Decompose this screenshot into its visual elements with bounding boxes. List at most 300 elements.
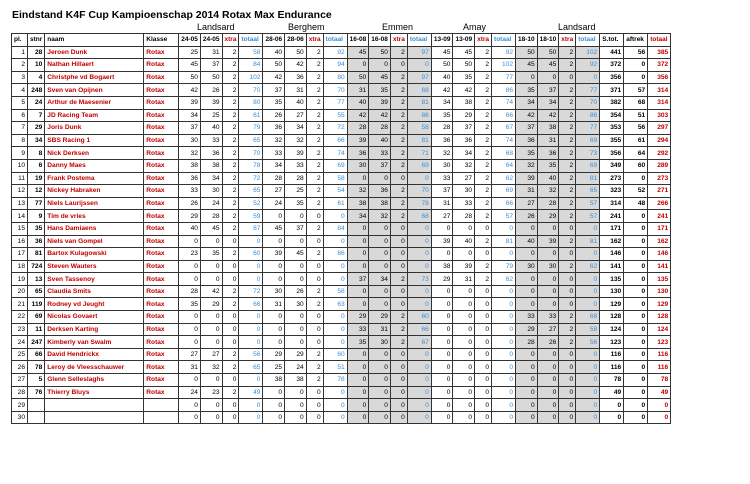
start-number-cell: 8	[28, 147, 45, 160]
rank-cell: 24	[12, 336, 28, 349]
table-row	[12, 361, 671, 374]
race-score-cell: 36	[285, 71, 307, 84]
subtotal-cell: 241	[600, 210, 624, 223]
final-total-cell: 78	[648, 374, 671, 387]
rank-cell: 7	[12, 122, 28, 135]
class-cell: Rotax	[144, 348, 179, 361]
race-score-cell: 25	[179, 46, 201, 59]
race-score-cell: 28	[263, 172, 285, 185]
extra-points-cell: 2	[559, 336, 576, 349]
extra-points-cell: 0	[390, 172, 407, 185]
table-row	[12, 235, 671, 248]
round-total-cell: 92	[576, 59, 600, 72]
final-total-cell: 162	[648, 235, 671, 248]
round-total-cell: 0	[576, 361, 600, 374]
deduction-cell: 61	[624, 134, 648, 147]
race-score-cell: 38	[537, 122, 559, 135]
extra-points-cell: 2	[306, 109, 323, 122]
standings-table	[11, 33, 671, 424]
table-row	[12, 411, 671, 424]
race-score-cell: 31	[537, 134, 559, 147]
class-cell: Rotax	[144, 109, 179, 122]
race-score-cell: 0	[453, 311, 475, 324]
round-total-cell: 0	[239, 323, 263, 336]
race-score-cell: 35	[453, 71, 475, 84]
start-number-cell: 12	[28, 185, 45, 198]
round-total-cell: 0	[576, 248, 600, 261]
extra-points-cell: 2	[222, 147, 239, 160]
race-score-cell: 38	[369, 197, 391, 210]
race-score-cell: 29	[453, 109, 475, 122]
extra-points-cell: 0	[222, 311, 239, 324]
round-total-cell: 66	[492, 197, 516, 210]
race-score-cell: 0	[200, 311, 222, 324]
extra-points-cell: 2	[475, 172, 492, 185]
race-score-cell: 0	[516, 411, 538, 424]
driver-name-cell: Rodney vd Jeught	[45, 298, 144, 311]
table-row	[12, 285, 671, 298]
class-cell: Rotax	[144, 386, 179, 399]
extra-points-cell: 2	[475, 197, 492, 210]
driver-name-cell: Frank Postema	[45, 172, 144, 185]
race-score-cell: 0	[200, 411, 222, 424]
extra-points-cell: 0	[222, 323, 239, 336]
final-total-cell: 128	[648, 311, 671, 324]
race-score-cell: 34	[200, 172, 222, 185]
table-row	[12, 197, 671, 210]
rank-cell: 6	[12, 109, 28, 122]
extra-points-cell: 2	[390, 159, 407, 172]
race-score-cell: 37	[431, 185, 453, 198]
driver-name-cell: Nickey Habraken	[45, 185, 144, 198]
class-cell: Rotax	[144, 235, 179, 248]
race-score-cell: 45	[285, 248, 307, 261]
extra-points-cell: 2	[475, 185, 492, 198]
extra-points-cell: 0	[306, 336, 323, 349]
race-score-cell: 30	[516, 260, 538, 273]
race-score-cell: 35	[369, 84, 391, 97]
race-score-cell: 27	[200, 348, 222, 361]
final-total-cell: 124	[648, 323, 671, 336]
extra-points-cell: 2	[559, 59, 576, 72]
race-score-cell: 32	[200, 361, 222, 374]
race-score-cell: 40	[369, 134, 391, 147]
col-header-8: 28-06	[263, 34, 285, 47]
race-score-cell: 0	[263, 210, 285, 223]
round-total-cell: 60	[323, 348, 347, 361]
extra-points-cell: 2	[475, 159, 492, 172]
extra-points-cell: 0	[475, 311, 492, 324]
extra-points-cell: 0	[222, 273, 239, 286]
round-total-cell: 66	[407, 323, 431, 336]
round-total-cell: 77	[492, 71, 516, 84]
col-header-17: 13-09	[453, 34, 475, 47]
race-score-cell: 45	[537, 59, 559, 72]
race-score-cell: 24	[263, 197, 285, 210]
final-total-cell: 385	[648, 46, 671, 59]
round-total-cell: 69	[576, 159, 600, 172]
start-number-cell: 65	[28, 285, 45, 298]
round-total-cell: 0	[492, 248, 516, 261]
race-score-cell: 0	[431, 374, 453, 387]
class-cell: Rotax	[144, 298, 179, 311]
round-total-cell: 55	[323, 109, 347, 122]
extra-points-cell: 2	[475, 235, 492, 248]
race-score-cell: 0	[431, 411, 453, 424]
table-row	[12, 222, 671, 235]
race-score-cell: 34	[285, 122, 307, 135]
venue-label: Amay	[463, 22, 487, 32]
start-number-cell: 13	[28, 273, 45, 286]
extra-points-cell: 2	[559, 311, 576, 324]
race-score-cell: 0	[369, 361, 391, 374]
final-total-cell: 266	[648, 197, 671, 210]
race-score-cell: 27	[453, 172, 475, 185]
extra-points-cell: 0	[222, 235, 239, 248]
driver-name-cell: Bartox Kulagowski	[45, 248, 144, 261]
race-score-cell: 0	[263, 323, 285, 336]
class-cell: Rotax	[144, 323, 179, 336]
deduction-cell: 68	[624, 96, 648, 109]
extra-points-cell: 0	[559, 273, 576, 286]
round-total-cell: 69	[407, 159, 431, 172]
extra-points-cell: 2	[390, 96, 407, 109]
col-header-4: 24-05	[179, 34, 201, 47]
race-score-cell: 0	[179, 374, 201, 387]
extra-points-cell: 2	[475, 109, 492, 122]
race-score-cell: 42	[537, 109, 559, 122]
subtotal-cell: 116	[600, 361, 624, 374]
round-total-cell: 0	[323, 210, 347, 223]
subtotal-cell: 135	[600, 273, 624, 286]
extra-points-cell: 0	[559, 348, 576, 361]
extra-points-cell: 2	[222, 59, 239, 72]
race-score-cell: 37	[179, 122, 201, 135]
col-header-15: totaal	[407, 34, 431, 47]
subtotal-cell: 78	[600, 374, 624, 387]
driver-name-cell: Tim de vries	[45, 210, 144, 223]
table-row	[12, 260, 671, 273]
race-score-cell: 0	[347, 386, 369, 399]
extra-points-cell: 0	[475, 348, 492, 361]
race-score-cell: 0	[516, 298, 538, 311]
race-score-cell: 28	[537, 197, 559, 210]
round-total-cell: 0	[239, 374, 263, 387]
race-score-cell: 26	[263, 109, 285, 122]
start-number-cell	[28, 411, 45, 424]
extra-points-cell: 2	[559, 134, 576, 147]
race-score-cell: 37	[453, 122, 475, 135]
col-header-22: xtra	[559, 34, 576, 47]
deduction-cell: 0	[624, 172, 648, 185]
race-score-cell: 37	[347, 273, 369, 286]
race-score-cell: 0	[369, 374, 391, 387]
round-total-cell: 0	[576, 285, 600, 298]
deduction-cell: 0	[624, 399, 648, 412]
round-total-cell: 58	[239, 46, 263, 59]
race-score-cell: 36	[537, 147, 559, 160]
extra-points-cell: 2	[222, 222, 239, 235]
race-score-cell: 39	[516, 172, 538, 185]
col-header-20: 18-10	[516, 34, 538, 47]
race-score-cell: 40	[431, 71, 453, 84]
race-score-cell: 0	[453, 298, 475, 311]
driver-name-cell	[45, 411, 144, 424]
race-score-cell: 29	[200, 298, 222, 311]
race-score-cell: 30	[200, 185, 222, 198]
race-score-cell: 0	[516, 248, 538, 261]
round-total-cell: 78	[239, 159, 263, 172]
rank-cell: 22	[12, 311, 28, 324]
round-total-cell: 72	[323, 122, 347, 135]
extra-points-cell: 2	[390, 311, 407, 324]
driver-name-cell: Christphe vd Bogaert	[45, 71, 144, 84]
round-total-cell: 74	[492, 96, 516, 109]
race-score-cell: 38	[179, 159, 201, 172]
race-score-cell: 50	[285, 46, 307, 59]
round-total-cell: 81	[407, 96, 431, 109]
race-score-cell: 33	[537, 311, 559, 324]
extra-points-cell: 2	[222, 386, 239, 399]
race-score-cell: 35	[516, 147, 538, 160]
extra-points-cell: 2	[475, 273, 492, 286]
start-number-cell: 36	[28, 235, 45, 248]
col-header-16: 13-09	[431, 34, 453, 47]
subtotal-cell: 49	[600, 386, 624, 399]
extra-points-cell: 2	[475, 122, 492, 135]
race-score-cell: 0	[537, 248, 559, 261]
race-score-cell: 0	[537, 222, 559, 235]
driver-name-cell: Glenn Selleslaghs	[45, 374, 144, 387]
round-total-cell: 0	[576, 71, 600, 84]
extra-points-cell: 2	[306, 298, 323, 311]
round-total-cell: 65	[239, 185, 263, 198]
race-score-cell: 0	[347, 411, 369, 424]
class-cell: Rotax	[144, 96, 179, 109]
race-score-cell: 40	[179, 222, 201, 235]
extra-points-cell: 2	[306, 197, 323, 210]
race-score-cell: 37	[537, 84, 559, 97]
round-total-cell: 62	[492, 273, 516, 286]
col-header-26: totaal	[648, 34, 671, 47]
round-total-cell: 102	[239, 71, 263, 84]
start-number-cell: 7	[28, 109, 45, 122]
race-score-cell: 0	[347, 348, 369, 361]
round-total-cell: 68	[407, 84, 431, 97]
round-total-cell: 66	[323, 134, 347, 147]
round-total-cell: 52	[239, 197, 263, 210]
race-score-cell: 30	[431, 159, 453, 172]
race-score-cell: 0	[431, 222, 453, 235]
race-score-cell: 0	[537, 386, 559, 399]
race-score-cell: 0	[285, 323, 307, 336]
extra-points-cell: 2	[222, 248, 239, 261]
deduction-cell: 0	[624, 260, 648, 273]
extra-points-cell: 0	[559, 361, 576, 374]
deduction-cell: 0	[624, 386, 648, 399]
deduction-cell: 0	[624, 222, 648, 235]
subtotal-cell: 0	[600, 411, 624, 424]
round-total-cell: 57	[576, 210, 600, 223]
subtotal-cell: 129	[600, 298, 624, 311]
class-cell	[144, 399, 179, 412]
start-number-cell: 19	[28, 172, 45, 185]
start-number-cell: 29	[28, 122, 45, 135]
extra-points-cell: 2	[390, 336, 407, 349]
round-total-cell: 0	[576, 298, 600, 311]
race-score-cell: 0	[453, 386, 475, 399]
race-score-cell: 28	[179, 285, 201, 298]
round-total-cell: 0	[323, 411, 347, 424]
round-total-cell: 102	[576, 46, 600, 59]
final-total-cell: 123	[648, 336, 671, 349]
race-score-cell: 0	[453, 411, 475, 424]
driver-name-cell: Arthur de Maesenier	[45, 96, 144, 109]
race-score-cell: 0	[516, 71, 538, 84]
race-score-cell: 45	[263, 222, 285, 235]
extra-points-cell: 2	[559, 235, 576, 248]
class-cell: Rotax	[144, 185, 179, 198]
round-total-cell: 70	[576, 96, 600, 109]
race-score-cell: 0	[347, 222, 369, 235]
deduction-cell: 0	[624, 336, 648, 349]
race-score-cell: 26	[200, 84, 222, 97]
subtotal-cell: 355	[600, 134, 624, 147]
race-score-cell: 29	[285, 348, 307, 361]
race-score-cell: 0	[285, 399, 307, 412]
extra-points-cell: 0	[390, 361, 407, 374]
final-total-cell: 294	[648, 134, 671, 147]
race-score-cell: 32	[369, 210, 391, 223]
col-header-stnr: stnr	[28, 34, 45, 47]
rank-cell: 15	[12, 222, 28, 235]
race-score-cell: 34	[453, 147, 475, 160]
final-total-cell: 171	[648, 222, 671, 235]
col-header-14: xtra	[390, 34, 407, 47]
race-score-cell: 0	[537, 411, 559, 424]
race-score-cell: 34	[263, 159, 285, 172]
deduction-cell: 56	[624, 122, 648, 135]
race-score-cell: 30	[537, 260, 559, 273]
table-row	[12, 172, 671, 185]
race-score-cell: 30	[179, 134, 201, 147]
race-score-cell: 33	[431, 172, 453, 185]
final-total-cell: 130	[648, 285, 671, 298]
race-score-cell: 37	[285, 222, 307, 235]
round-total-cell: 62	[576, 260, 600, 273]
race-score-cell: 39	[200, 96, 222, 109]
round-total-cell: 0	[323, 386, 347, 399]
rank-cell: 16	[12, 235, 28, 248]
final-total-cell: 314	[648, 96, 671, 109]
round-total-cell: 0	[323, 399, 347, 412]
race-score-cell: 26	[179, 197, 201, 210]
race-score-cell: 32	[537, 185, 559, 198]
deduction-cell: 0	[624, 348, 648, 361]
race-score-cell: 40	[263, 46, 285, 59]
round-total-cell: 72	[239, 285, 263, 298]
race-score-cell: 38	[263, 374, 285, 387]
extra-points-cell: 0	[306, 260, 323, 273]
race-score-cell: 37	[263, 84, 285, 97]
round-total-cell: 54	[323, 185, 347, 198]
extra-points-cell: 2	[306, 96, 323, 109]
race-score-cell: 42	[516, 109, 538, 122]
subtotal-cell: 323	[600, 185, 624, 198]
extra-points-cell: 2	[306, 185, 323, 198]
race-score-cell: 33	[369, 147, 391, 160]
race-score-cell: 29	[179, 210, 201, 223]
extra-points-cell: 2	[559, 185, 576, 198]
extra-points-cell: 2	[390, 323, 407, 336]
class-cell: Rotax	[144, 84, 179, 97]
race-score-cell: 0	[347, 248, 369, 261]
race-score-cell: 42	[347, 109, 369, 122]
race-score-cell: 0	[453, 323, 475, 336]
extra-points-cell: 2	[306, 248, 323, 261]
rank-cell: 14	[12, 210, 28, 223]
race-score-cell: 0	[431, 311, 453, 324]
race-score-cell: 0	[453, 248, 475, 261]
final-total-cell: 135	[648, 273, 671, 286]
round-total-cell: 57	[492, 210, 516, 223]
race-score-cell: 0	[453, 285, 475, 298]
class-cell: Rotax	[144, 71, 179, 84]
extra-points-cell: 2	[222, 159, 239, 172]
round-total-cell: 0	[323, 323, 347, 336]
race-score-cell: 39	[453, 260, 475, 273]
race-score-cell: 28	[369, 122, 391, 135]
round-total-cell: 0	[407, 260, 431, 273]
round-total-cell: 73	[576, 147, 600, 160]
final-total-cell: 297	[648, 122, 671, 135]
extra-points-cell: 0	[475, 248, 492, 261]
race-score-cell: 0	[369, 260, 391, 273]
round-total-cell: 102	[492, 59, 516, 72]
extra-points-cell: 0	[559, 399, 576, 412]
extra-points-cell: 2	[390, 210, 407, 223]
final-total-cell: 271	[648, 185, 671, 198]
table-row	[12, 109, 671, 122]
extra-points-cell: 2	[222, 185, 239, 198]
venue-label: Landsard	[197, 22, 235, 32]
table-row	[12, 386, 671, 399]
rank-cell: 1	[12, 46, 28, 59]
rank-cell: 27	[12, 374, 28, 387]
class-cell: Rotax	[144, 197, 179, 210]
race-score-cell: 0	[285, 311, 307, 324]
race-score-cell: 28	[347, 122, 369, 135]
race-score-cell: 0	[431, 386, 453, 399]
race-score-cell: 0	[347, 374, 369, 387]
race-score-cell: 28	[453, 210, 475, 223]
round-total-cell: 0	[576, 273, 600, 286]
round-total-cell: 0	[323, 311, 347, 324]
driver-name-cell: Sven van Opijnen	[45, 84, 144, 97]
race-score-cell: 0	[285, 386, 307, 399]
extra-points-cell: 2	[559, 109, 576, 122]
extra-points-cell: 0	[306, 210, 323, 223]
round-total-cell: 97	[407, 46, 431, 59]
race-score-cell: 24	[200, 197, 222, 210]
race-score-cell: 0	[453, 399, 475, 412]
rank-cell: 20	[12, 285, 28, 298]
race-score-cell: 0	[179, 411, 201, 424]
extra-points-cell: 2	[475, 96, 492, 109]
driver-name-cell	[45, 399, 144, 412]
race-score-cell: 39	[179, 96, 201, 109]
race-score-cell: 0	[431, 348, 453, 361]
